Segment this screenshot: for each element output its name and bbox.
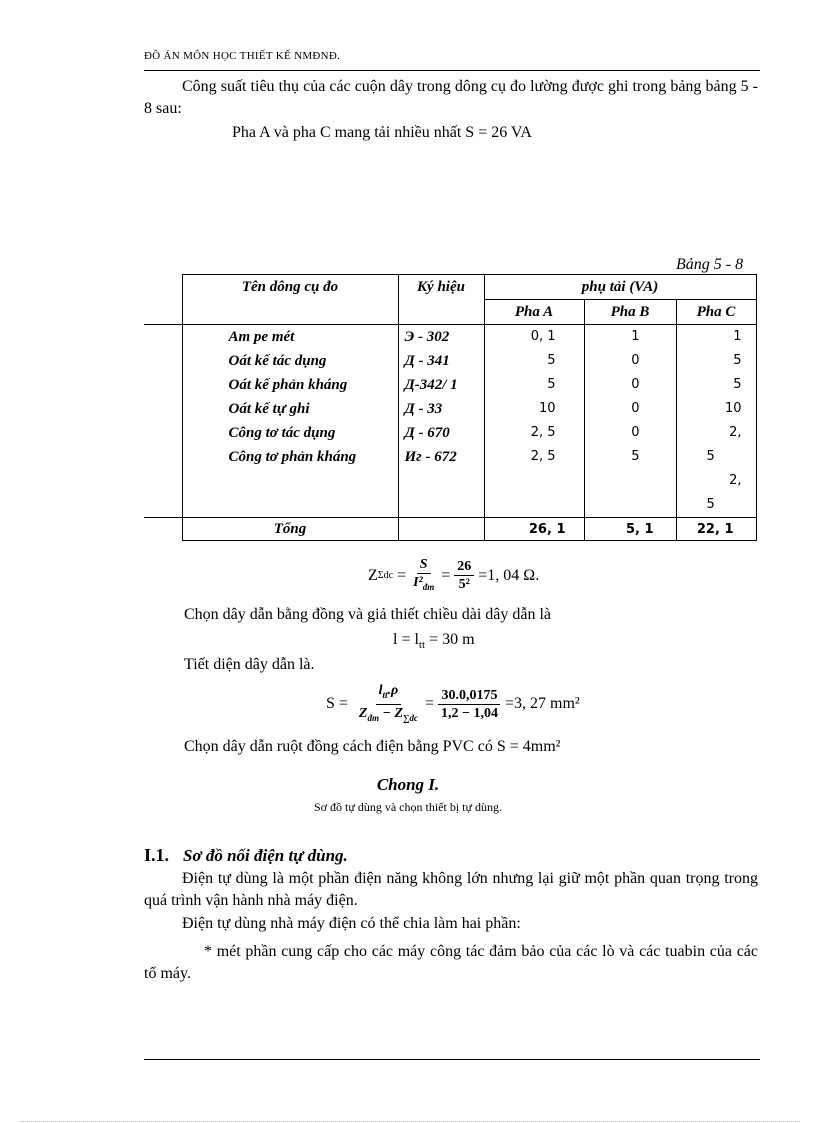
spacer-cell bbox=[144, 518, 182, 541]
device-codes-cell bbox=[398, 325, 484, 518]
cross-section-formula: S = $\frac{l_{tt}.\rho}{Z_{đm} - Z_{\sum dc}}$ = $\frac{30.0,0175}{1,2 - 1,04}$ =3, 27 mm² bbox=[326, 682, 580, 727]
device-names-cell bbox=[182, 325, 398, 518]
device-code: Иг - 672 bbox=[404, 449, 457, 465]
length-rest: = 30 m bbox=[425, 631, 475, 648]
total-pha-c: 22, 1 bbox=[676, 518, 756, 541]
spacer-cell bbox=[144, 325, 182, 518]
device-name: Công tơ phản kháng bbox=[228, 449, 357, 465]
formula-lhs: Z bbox=[368, 566, 378, 584]
den-mid: − Z bbox=[379, 705, 404, 721]
load-note: Pha A và pha C mang tải nhiều nhất S = 26 VA bbox=[232, 124, 532, 141]
page-header: ĐỒ ÁN MÔN HỌC THIẾT KẾ NMĐNĐ. bbox=[144, 50, 341, 62]
pha-a-value: 2, 5 bbox=[530, 449, 556, 464]
pha-a-value: 0, 1 bbox=[530, 329, 556, 344]
formula-eq: = bbox=[441, 566, 451, 584]
header-code: Ký hiệu bbox=[398, 275, 484, 325]
device-code: Э - 302 bbox=[404, 329, 450, 345]
pha-c-value: 5 bbox=[733, 377, 742, 392]
device-code: Д-342/ 1 bbox=[404, 377, 458, 393]
den-sub: đm bbox=[367, 712, 379, 723]
formula-result: =1, 04 Ω. bbox=[478, 566, 540, 584]
pha-b-value: 1 bbox=[631, 329, 640, 344]
body-paragraph: * mét phần cung cấp cho các máy công tác đảm bảo của các lò và các tuabin của các tổ máy. bbox=[144, 943, 758, 982]
section-title: Sơ đồ nối điện tự dùng. bbox=[183, 846, 348, 865]
pha-a-value: 10 bbox=[538, 401, 556, 416]
den-z: Z bbox=[358, 705, 368, 721]
fraction-num: S bbox=[417, 556, 431, 574]
pha-b-value: 0 bbox=[631, 401, 640, 416]
header-pha-c: Pha C bbox=[676, 300, 756, 325]
load-table bbox=[144, 274, 757, 541]
num-l: l bbox=[378, 683, 383, 698]
pha-b-value: 0 bbox=[631, 425, 640, 440]
device-name: Oát kế phản kháng bbox=[228, 377, 348, 393]
header-pha-b: Pha B bbox=[584, 300, 676, 325]
pha-b-value: 0 bbox=[631, 353, 640, 368]
pha-c-value: 5 bbox=[706, 449, 715, 464]
pha-b-value: 5 bbox=[631, 449, 640, 464]
body-paragraph: Điện tự dùng là một phần điện năng không lớn nhưng lại giữ một phần quan trọng trong quá trình vận hành nhà máy điện. bbox=[144, 870, 758, 909]
pha-b-values-cell bbox=[584, 325, 676, 518]
pvc-paragraph: Chọn dây dẫn ruột đồng cách điện bằng PVC có S = 4mm² bbox=[184, 738, 561, 755]
pha-b-value: 0 bbox=[631, 377, 640, 392]
footer-rule bbox=[144, 1059, 760, 1060]
fraction-den: 5² bbox=[458, 577, 470, 593]
device-name: Oát kế tự ghi bbox=[228, 401, 310, 417]
den-text: I² bbox=[413, 575, 423, 590]
device-name: Công tơ tác dụng bbox=[228, 425, 336, 441]
device-code: Д - 33 bbox=[404, 401, 443, 417]
pha-a-value: 5 bbox=[547, 377, 556, 392]
device-code: Д - 341 bbox=[404, 353, 450, 369]
fraction-num: 30.0,0175 bbox=[438, 687, 500, 705]
formula-lhs: S = bbox=[326, 695, 348, 713]
pha-c-overflow: 2, bbox=[729, 473, 742, 488]
spacer-cell bbox=[144, 275, 182, 325]
body-paragraph: Điện tự dùng nhà máy điện có thể chia làm hai phần: bbox=[182, 915, 521, 932]
fraction-den: 1,2 − 1,04 bbox=[441, 705, 498, 721]
table-caption: Bảng 5 - 8 bbox=[676, 256, 744, 273]
pha-c-overflow: 5 bbox=[706, 497, 715, 512]
header-name: Tên dông cụ đo bbox=[182, 275, 398, 325]
fraction-num: 26 bbox=[454, 558, 474, 576]
formula-result: =3, 27 mm² bbox=[504, 695, 580, 713]
device-name: Oát kế tác dụng bbox=[228, 353, 327, 369]
pha-c-value: 2, bbox=[729, 425, 742, 440]
header-rule bbox=[144, 70, 760, 71]
num-rest: .ρ bbox=[387, 683, 399, 698]
total-code-empty bbox=[398, 518, 484, 541]
fraction bbox=[438, 687, 501, 722]
fraction-den bbox=[356, 705, 421, 727]
formula-lhs-sub: Σdc bbox=[377, 570, 394, 582]
fraction-den bbox=[410, 574, 437, 596]
page-edge-dots bbox=[20, 1121, 800, 1122]
formula-eq: = bbox=[397, 566, 407, 584]
device-name: Am pe mét bbox=[228, 329, 295, 345]
device-code: Д - 670 bbox=[404, 425, 450, 441]
header-pha-a: Pha A bbox=[484, 300, 584, 325]
wire-paragraph: Chọn dây dẫn bằng đồng và giả thiết chiều dài dây dẫn là bbox=[184, 606, 552, 623]
den-sub: đm bbox=[422, 581, 435, 592]
section-number: I.1. bbox=[144, 845, 170, 865]
length-equation bbox=[393, 631, 475, 651]
length-sub: tt bbox=[418, 639, 426, 652]
total-label: Tổng bbox=[182, 518, 398, 541]
den-sub2: ∑dc bbox=[403, 712, 418, 723]
num-sub: tt bbox=[382, 689, 388, 700]
fraction bbox=[356, 682, 421, 727]
fraction bbox=[454, 558, 474, 593]
total-pha-b: 5, 1 bbox=[584, 518, 676, 541]
section-heading bbox=[144, 845, 348, 866]
pha-a-value: 5 bbox=[547, 353, 556, 368]
pha-c-values-cell bbox=[676, 325, 756, 518]
pha-a-value: 2, 5 bbox=[530, 425, 556, 440]
pha-c-value: 5 bbox=[733, 353, 742, 368]
length-l: l = l bbox=[393, 631, 419, 648]
impedance-formula bbox=[368, 556, 539, 596]
chapter-title: Chong I. bbox=[376, 775, 440, 794]
pha-c-value: 10 bbox=[724, 401, 742, 416]
intro-paragraph: Công suất tiêu thụ của các cuộn dây trong dông cụ đo lường được ghi trong bảng bảng 5 - 8 sau: bbox=[144, 78, 758, 117]
pha-a-values-cell bbox=[484, 325, 584, 518]
header-load: phụ tải (VA) bbox=[484, 275, 756, 300]
fraction-num bbox=[376, 682, 402, 705]
fraction bbox=[410, 556, 437, 596]
pha-c-value: 1 bbox=[733, 329, 742, 344]
chapter-subtitle: Sơ đồ tự dùng và chọn thiết bị tự dùng. bbox=[313, 800, 502, 814]
total-pha-a: 26, 1 bbox=[484, 518, 584, 541]
section-paragraph: Tiết diện dây dẫn là. bbox=[184, 656, 315, 673]
